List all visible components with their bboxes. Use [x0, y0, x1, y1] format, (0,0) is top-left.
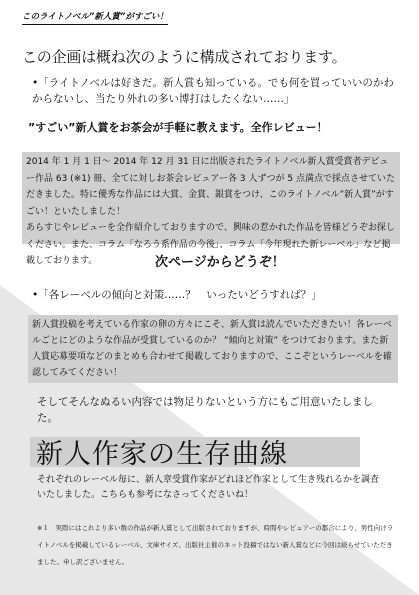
survival-curve-title: 新人作家の生存曲線: [36, 439, 288, 470]
intro-heading: この企画は概ね次のように構成されております。: [22, 48, 347, 66]
page-header: このライトノベル”新人賞”がすごい！: [22, 10, 168, 25]
survival-curve-description: それぞれのレーベル毎に、新人章受賞作家がどれほど作家として生き残れるかを調査いたしました。こちらも参考になさってくださいね！: [37, 475, 380, 500]
reader-question-bullet: •「ライトノベルは好きだ。新人賞も知っている。でも何を買っていいのかわからないし、当たり外れの多い博打はしたくない……」: [32, 77, 394, 105]
footnote: ※１ 実際にはこれより多い数の作品が新人賞として出版されておりますが、時間やレビュアーの都合により、男性向けライトノベルを掲載しているレーベル、文庫サイズ、出版社主催のネット投稿ではない新人賞などに今回は絞らせていただきました。申し訳ございません。: [37, 524, 394, 566]
label-trends-bullet: •「各レーベルの傾向と対策……？ いったいどうすれば？」: [32, 289, 322, 301]
next-page-callout: 次ページからどうぞ！: [155, 255, 285, 270]
review-info-paragraph-2: あらすじやレビューを全作紹介しておりますので、興味の惹かれた作品を皆様どうぞお探しください。また、コラム「なろう系作品の今後」、コラム「今年現れた新レーベル」など掲載しております。: [26, 223, 395, 266]
review-info-paragraph-1: 2014 年 1 月 1 日～ 2014 年 12 月 31 日に出版されたライトノベル新人賞受賞者デビュー作品 63 (※1) 冊、全てに対しお茶会レビュアー各 3 人ずつが 5 点満点で採点させていただきました。特に優秀な作品には大賞、金賞、銀賞をつけ、このライトノベル”新人賞”がすごい！といたしました！: [26, 157, 395, 217]
label-trends-box: 新人賞投稿を考えている作家の卵の方々にこそ、新人賞は読んでいただきたい！各レーベルごとにどのような作品が受賞しているのか？ ”傾向と対策” をつけております。また新人賞応募要項などのまとめも合わせて掲載しておりますので、ここぞというレーベルを確認してみてください！: [28, 315, 398, 383]
extra-content-paragraph: そしてそんなぬるい内容では物足りないという方にもご用意いたしました。: [37, 396, 373, 424]
review-subheading: ”すごい”新人賞をお茶会が手軽に教えます。全作レビュー！: [28, 121, 328, 134]
